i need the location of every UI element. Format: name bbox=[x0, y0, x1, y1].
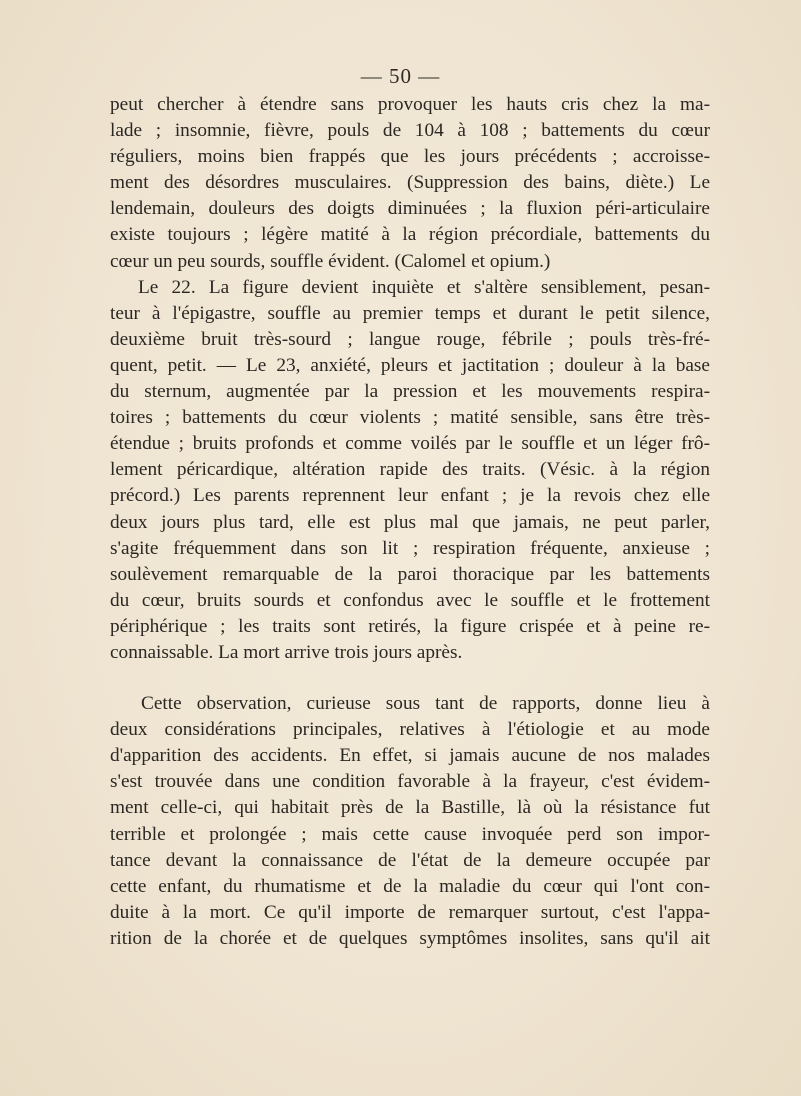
text-line: s'est trouvée dans une condition favorable à la frayeur, c'est évidem- bbox=[110, 771, 710, 793]
text-line: quent, petit. — Le 23, anxiété, pleurs et jactitation ; douleur à la base bbox=[110, 354, 710, 376]
text-line: Cette observation, curieuse sous tant de rapports, donne lieu à bbox=[141, 693, 710, 715]
text-line: réguliers, moins bien frappés que les jours précédents ; accroisse- bbox=[110, 146, 710, 168]
body-text bbox=[110, 92, 710, 952]
paragraph-1 bbox=[110, 92, 710, 275]
page-number: — 50 — bbox=[360, 64, 441, 88]
text-line: ment des désordres musculaires. (Suppression des bains, diète.) Le bbox=[110, 172, 710, 194]
text-line: Le 22. La figure devient inquiète et s'altère sensiblement, pesan- bbox=[138, 276, 710, 298]
paragraph-2 bbox=[110, 275, 710, 666]
text-line: duite à la mort. Ce qu'il importe de remarquer surtout, c'est l'appa- bbox=[110, 901, 710, 923]
text-line: périphérique ; les traits sont retirés, la figure crispée et à peine re- bbox=[110, 615, 710, 637]
text-line: toires ; battements du cœur violents ; matité sensible, sans être très- bbox=[110, 407, 710, 429]
text-line: deuxième bruit très-sourd ; langue rouge, fébrile ; pouls très-fré- bbox=[110, 328, 710, 350]
text-line: soulèvement remarquable de la paroi thoracique par les battements bbox=[110, 563, 710, 585]
text-line: peut chercher à étendre sans provoquer les hauts cris chez la ma- bbox=[110, 94, 710, 115]
text-line: étendue ; bruits profonds et comme voilés par le souffle et un léger frô- bbox=[110, 433, 710, 455]
text-line: connaissable. La mort arrive trois jours après. bbox=[110, 641, 463, 663]
text-line: deux considérations principales, relatives à l'étiologie et au mode bbox=[110, 719, 710, 741]
text-line: existe toujours ; légère matité à la région précordiale, battements du bbox=[110, 224, 710, 246]
text-line: du sternum, augmentée par la pression et les mouvements respira- bbox=[110, 381, 710, 403]
text-line: cœur un peu sourds, souffle évident. (Calomel et opium.) bbox=[110, 250, 551, 272]
paragraph-spacer bbox=[110, 666, 710, 691]
text-line: précord.) Les parents reprennent leur enfant ; je la revois chez elle bbox=[110, 485, 710, 507]
text-line: tance devant la connaissance de l'état de la demeure occupée par bbox=[110, 849, 710, 871]
text-line: lendemain, douleurs des doigts diminuées ; la fluxion péri-articulaire bbox=[110, 198, 710, 220]
text-line: terrible et prolongée ; mais cette cause invoquée perd son impor- bbox=[110, 823, 710, 845]
text-line: cette enfant, du rhumatisme et de la maladie du cœur qui l'ont con- bbox=[110, 875, 710, 897]
text-line: du cœur, bruits sourds et confondus avec le souffle et le frottement bbox=[110, 589, 710, 611]
text-line: deux jours plus tard, elle est plus mal que jamais, ne peut parler, bbox=[110, 511, 710, 533]
text-line: lement péricardique, altération rapide des traits. (Vésic. à la région bbox=[110, 459, 710, 481]
text-line: lade ; insomnie, fièvre, pouls de 104 à 108 ; battements du cœur bbox=[110, 120, 710, 142]
text-line: s'agite fréquemment dans son lit ; respiration fréquente, anxieuse ; bbox=[110, 537, 710, 559]
text-line: teur à l'épigastre, souffle au premier temps et durant le petit silence, bbox=[110, 302, 710, 324]
text-line: ment celle-ci, qui habitait près de la Bastille, là où la résistance fut bbox=[110, 797, 710, 819]
paragraph-3 bbox=[110, 691, 710, 952]
text-line: rition de la chorée et de quelques symptômes insolites, sans qu'il ait bbox=[110, 927, 710, 949]
text-line: d'apparition des accidents. En effet, si jamais aucune de nos malades bbox=[110, 745, 710, 767]
